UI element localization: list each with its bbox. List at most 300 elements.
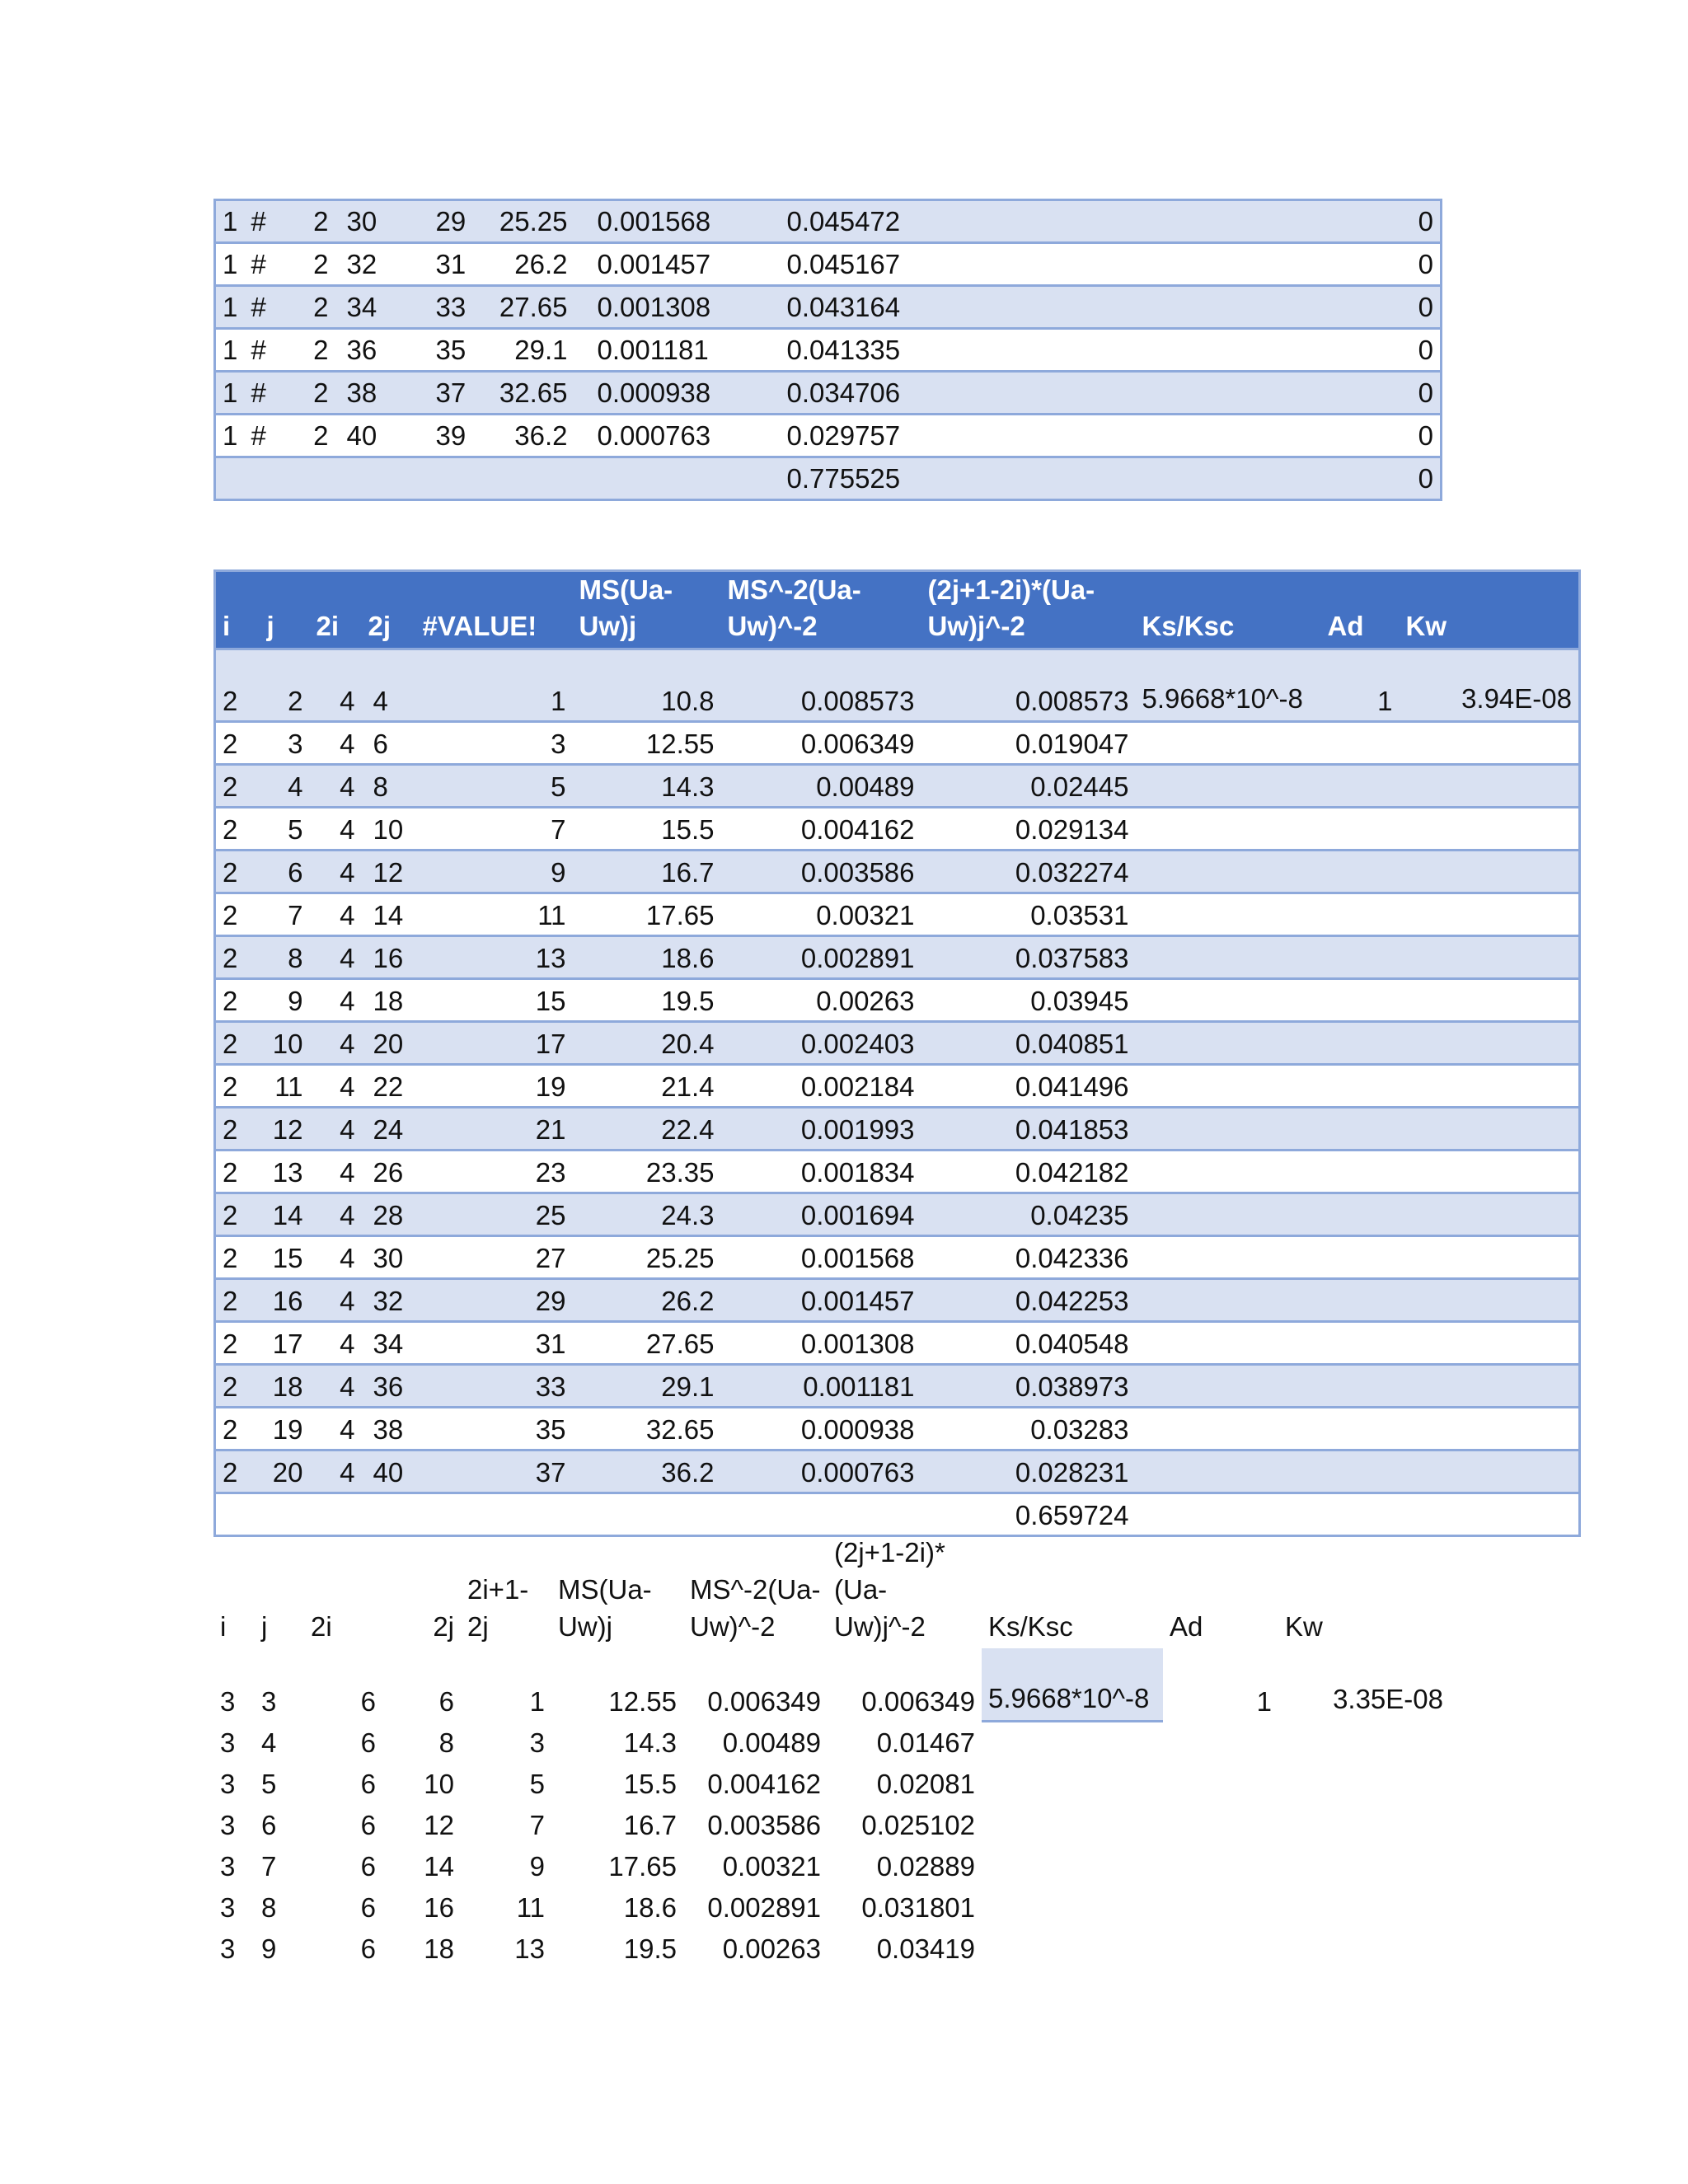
table-cell: 26 — [362, 1151, 416, 1193]
table-row — [213, 1762, 1450, 1803]
table-cell: 19 — [260, 1408, 310, 1451]
table-cell: 35 — [416, 1408, 573, 1451]
table-cell: 0 — [1193, 415, 1442, 457]
table-cell: 8 — [362, 765, 416, 808]
table-cell: 0.001308 — [574, 286, 781, 329]
table-cell: 0.03531 — [921, 893, 1136, 936]
table-cell: 0.00263 — [721, 979, 921, 1022]
empty-cell — [1163, 1844, 1278, 1886]
table-cell: 18 — [260, 1365, 310, 1408]
table-cell: 0.006349 — [861, 1686, 975, 1717]
empty-cell — [1400, 1451, 1580, 1493]
table-cell: 3 — [261, 1686, 277, 1717]
table-cell: 15.5 — [573, 808, 721, 851]
table-cell: 2 — [294, 243, 335, 286]
table-cell: 4 — [310, 979, 362, 1022]
table-row — [215, 1322, 1580, 1365]
table-cell: 0.002184 — [721, 1065, 921, 1108]
table-cell: 8 — [438, 1727, 454, 1758]
empty-cell — [1321, 1236, 1400, 1279]
table-cell: 0.029757 — [781, 415, 1193, 457]
empty-cell — [1321, 851, 1400, 893]
table-cell: 18.6 — [573, 936, 721, 979]
table-cell: 2 — [215, 936, 260, 979]
empty-cell — [1321, 1408, 1400, 1451]
table-cell: 2 — [215, 1279, 260, 1322]
total-row — [215, 1493, 1580, 1536]
table-cell: 34 — [335, 286, 410, 329]
empty-cell — [1321, 1108, 1400, 1151]
empty-cell — [215, 457, 245, 500]
table-row — [215, 1365, 1580, 1408]
table-cell: 15 — [260, 1236, 310, 1279]
empty-cell — [982, 1886, 1163, 1927]
total-row — [215, 457, 1442, 500]
table-cell: 16 — [362, 936, 416, 979]
table-cell: 0.000938 — [574, 372, 781, 415]
table-cell: 0.032274 — [921, 851, 1136, 893]
empty-cell — [1278, 1886, 1450, 1927]
table-row — [215, 893, 1580, 936]
table-cell: 4 — [310, 893, 362, 936]
table-cell: 0.006349 — [721, 722, 921, 765]
empty-cell — [1400, 765, 1580, 808]
table-cell: 4 — [310, 722, 362, 765]
table-cell: 28 — [362, 1193, 416, 1236]
empty-cell — [215, 1493, 260, 1536]
table-cell: 0.000763 — [721, 1451, 921, 1493]
table-cell: 19 — [416, 1065, 573, 1108]
table-cell: 6 — [260, 851, 310, 893]
column-header: i — [220, 1611, 227, 1642]
table-row — [215, 1022, 1580, 1065]
table-cell: 0.037583 — [921, 936, 1136, 979]
table-cell: 1 — [215, 200, 245, 243]
table-cell: 35 — [410, 329, 484, 372]
table-cell: 0.004162 — [721, 808, 921, 851]
table-cell: 2 — [215, 765, 260, 808]
table-cell: 0.00321 — [722, 1851, 821, 1882]
table-cell: 3 — [220, 1727, 236, 1758]
empty-cell — [1400, 1108, 1580, 1151]
table-cell: 0.02445 — [921, 765, 1136, 808]
table-cell: 0.031801 — [861, 1892, 975, 1923]
table-cell: 0.00489 — [722, 1727, 821, 1758]
table-cell: 29 — [410, 200, 484, 243]
empty-cell — [982, 1844, 1163, 1886]
ks-ksc-value: 5.9668*10^-8 — [982, 1648, 1163, 1721]
total-sum: 0.775525 — [781, 457, 1193, 500]
table-cell: 14 — [424, 1851, 454, 1882]
table-cell: 6 — [438, 1686, 454, 1717]
empty-cell — [1136, 1108, 1321, 1151]
table-cell: 0.041335 — [781, 329, 1193, 372]
table-cell: 4 — [310, 1408, 362, 1451]
table-cell: 3 — [529, 1727, 545, 1758]
table-cell: 10.8 — [573, 649, 721, 722]
table-cell: 0.001308 — [721, 1322, 921, 1365]
column-header: 2i — [311, 1611, 332, 1642]
table-cell: 29.1 — [484, 329, 574, 372]
table-row — [215, 1279, 1580, 1322]
empty-cell — [1321, 979, 1400, 1022]
table-cell: 1 — [215, 286, 245, 329]
table-cell: 4 — [260, 765, 310, 808]
table-cell: 0.001457 — [721, 1279, 921, 1322]
empty-cell — [1136, 893, 1321, 936]
table-cell: 3 — [220, 1769, 236, 1799]
table-cell: 0 — [1193, 372, 1442, 415]
table-cell: 0.028231 — [921, 1451, 1136, 1493]
empty-cell — [1400, 1151, 1580, 1193]
table-cell: 0.043164 — [781, 286, 1193, 329]
table-cell: 0 — [1193, 286, 1442, 329]
table-cell: 0.001834 — [721, 1151, 921, 1193]
table-cell: 13 — [416, 936, 573, 979]
table-cell: 0.03419 — [876, 1933, 975, 1964]
empty-cell — [1163, 1762, 1278, 1803]
column-header: 2j — [362, 571, 416, 649]
table-cell: 0.04235 — [921, 1193, 1136, 1236]
ks-ksc-value: 5.9668*10^-8 — [1136, 649, 1321, 722]
table-cell: 3 — [220, 1810, 236, 1840]
table-cell: 3 — [416, 722, 573, 765]
table-cell: 0.001457 — [574, 243, 781, 286]
table-cell: 3 — [220, 1892, 236, 1923]
table-cell: 2 — [215, 1193, 260, 1236]
table-cell: 23.35 — [573, 1151, 721, 1193]
table-cell: 19.5 — [623, 1933, 677, 1964]
empty-cell — [1136, 1279, 1321, 1322]
table-cell: 27 — [416, 1236, 573, 1279]
table-cell: 7 — [529, 1810, 545, 1840]
table-cell: 17.65 — [573, 893, 721, 936]
table-cell: 29 — [416, 1279, 573, 1322]
table-row — [215, 765, 1580, 808]
table-cell: 12 — [424, 1810, 454, 1840]
table-cell: # — [245, 415, 294, 457]
table-cell: 24.3 — [573, 1193, 721, 1236]
table-cell: 15 — [416, 979, 573, 1022]
table-row — [215, 1193, 1580, 1236]
table-cell: 2 — [215, 1365, 260, 1408]
table-cell: 0.040851 — [921, 1022, 1136, 1065]
table-cell: 0.045167 — [781, 243, 1193, 286]
empty-cell — [1400, 1236, 1580, 1279]
empty-cell — [1163, 1886, 1278, 1927]
table-cell: 36 — [335, 329, 410, 372]
empty-cell — [1136, 1493, 1321, 1536]
table-cell: 2 — [215, 1065, 260, 1108]
table-cell: 0.019047 — [921, 722, 1136, 765]
empty-cell — [1400, 1322, 1580, 1365]
empty-cell — [1400, 936, 1580, 979]
empty-cell — [260, 1493, 310, 1536]
table-cell: 4 — [310, 1022, 362, 1065]
table-cell: 0 — [1193, 200, 1442, 243]
empty-cell — [1163, 1927, 1278, 1968]
table-cell: 2 — [294, 200, 335, 243]
table-cell: 6 — [360, 1892, 376, 1923]
table-cell: 10 — [260, 1022, 310, 1065]
table-cell: 4 — [310, 851, 362, 893]
table-cell: 0.000938 — [721, 1408, 921, 1451]
table-cell: 2 — [294, 286, 335, 329]
empty-cell — [573, 1493, 721, 1536]
empty-cell — [1136, 1022, 1321, 1065]
total-last: 0 — [1193, 457, 1442, 500]
empty-cell — [1321, 808, 1400, 851]
empty-cell — [245, 457, 294, 500]
empty-cell — [1278, 1803, 1450, 1844]
table-cell: 4 — [310, 765, 362, 808]
table-cell: # — [245, 329, 294, 372]
table-cell: 4 — [310, 1108, 362, 1151]
table-cell: 0.038973 — [921, 1365, 1136, 1408]
empty-cell — [1400, 1022, 1580, 1065]
table-cell: 2 — [260, 649, 310, 722]
empty-cell — [1400, 893, 1580, 936]
table-cell: 2 — [215, 893, 260, 936]
empty-cell — [362, 1493, 416, 1536]
table-cell: 25.25 — [484, 200, 574, 243]
empty-cell — [1400, 1279, 1580, 1322]
table-cell: 4 — [310, 1065, 362, 1108]
table-cell: 29.1 — [573, 1365, 721, 1408]
table-row — [215, 1451, 1580, 1493]
table-cell: 3 — [220, 1851, 236, 1882]
empty-cell — [1400, 1065, 1580, 1108]
table-cell: 2 — [294, 415, 335, 457]
empty-cell — [982, 1762, 1163, 1803]
table-cell: 33 — [410, 286, 484, 329]
table-row — [215, 415, 1442, 457]
empty-cell — [484, 457, 574, 500]
table-cell: 17.65 — [608, 1851, 677, 1882]
column-header: 2i+1-2j — [467, 1574, 529, 1642]
table-cell: 2 — [294, 329, 335, 372]
ad-value: 1 — [1256, 1686, 1272, 1717]
table-cell: 2 — [215, 1408, 260, 1451]
table-cell: # — [245, 243, 294, 286]
table-cell: 6 — [360, 1686, 376, 1717]
column-header: (2j+1-2i)*(Ua-Uw)j^-2 — [834, 1537, 945, 1642]
table-cell: 12.55 — [573, 722, 721, 765]
table-cell: 0.006349 — [707, 1686, 821, 1717]
empty-cell — [1136, 1065, 1321, 1108]
ad-value: 1 — [1321, 649, 1400, 722]
table-cell: 4 — [261, 1727, 277, 1758]
table-cell: 0.045472 — [781, 200, 1193, 243]
column-header: MS(Ua-Uw)j — [558, 1574, 652, 1642]
empty-cell — [1400, 1365, 1580, 1408]
table-cell: 4 — [310, 1193, 362, 1236]
empty-cell — [1163, 1803, 1278, 1844]
empty-cell — [1136, 1236, 1321, 1279]
table-row — [215, 1151, 1580, 1193]
table-cell: 27.65 — [573, 1322, 721, 1365]
table-row — [215, 649, 1580, 722]
table-cell: 0.001181 — [574, 329, 781, 372]
table-cell: 0.003586 — [721, 851, 921, 893]
table-cell: 0 — [1193, 329, 1442, 372]
empty-cell — [1136, 1193, 1321, 1236]
table-cell: 20 — [260, 1451, 310, 1493]
empty-cell — [1278, 1844, 1450, 1886]
table-row — [213, 1844, 1450, 1886]
table-cell: 18 — [424, 1933, 454, 1964]
table-cell: 5 — [529, 1769, 545, 1799]
table-cell: 6 — [360, 1810, 376, 1840]
empty-cell — [1400, 851, 1580, 893]
empty-cell — [1321, 1493, 1400, 1536]
table-row — [213, 1927, 1450, 1968]
table-cell: 21 — [416, 1108, 573, 1151]
empty-cell — [1136, 1451, 1321, 1493]
table-cell: 0.042336 — [921, 1236, 1136, 1279]
table-cell: 0 — [1193, 243, 1442, 286]
table-cell: 6 — [360, 1769, 376, 1799]
empty-cell — [1278, 1762, 1450, 1803]
table-cell: 40 — [362, 1451, 416, 1493]
table-cell: 0.00489 — [721, 765, 921, 808]
empty-cell — [1136, 979, 1321, 1022]
table-cell: 39 — [410, 415, 484, 457]
table-row — [213, 1886, 1450, 1927]
empty-cell — [1321, 936, 1400, 979]
results-table-continued — [213, 199, 1442, 501]
table-cell: 11 — [516, 1892, 545, 1923]
table-row — [215, 979, 1580, 1022]
table-cell: 23 — [416, 1151, 573, 1193]
table-cell: 0.01467 — [876, 1727, 975, 1758]
table-cell: 0.042253 — [921, 1279, 1136, 1322]
table-cell: 16 — [424, 1892, 454, 1923]
table-cell: 16 — [260, 1279, 310, 1322]
empty-cell — [416, 1493, 573, 1536]
table-cell: 2 — [215, 722, 260, 765]
table-cell: 0.001568 — [721, 1236, 921, 1279]
table-cell: # — [245, 200, 294, 243]
table-cell: 12 — [260, 1108, 310, 1151]
table-cell: 0.025102 — [861, 1810, 975, 1840]
empty-cell — [1321, 1151, 1400, 1193]
table-cell: 33 — [416, 1365, 573, 1408]
empty-cell — [1321, 1322, 1400, 1365]
empty-cell — [1321, 1279, 1400, 1322]
table-cell: 14 — [260, 1193, 310, 1236]
table-cell: 5 — [261, 1769, 277, 1799]
table-cell: 9 — [416, 851, 573, 893]
kw-value: 3.94E-08 — [1400, 649, 1580, 722]
table-cell: 0.001181 — [721, 1365, 921, 1408]
table-cell: 25.25 — [573, 1236, 721, 1279]
table-cell: 37 — [410, 372, 484, 415]
empty-cell — [1400, 808, 1580, 851]
empty-cell — [1278, 1927, 1450, 1968]
empty-cell — [1321, 893, 1400, 936]
table-row — [215, 1408, 1580, 1451]
table-cell: 6 — [362, 722, 416, 765]
table-cell: 14 — [362, 893, 416, 936]
empty-cell — [335, 457, 410, 500]
empty-cell — [1136, 1151, 1321, 1193]
table-cell: 1 — [215, 415, 245, 457]
table-cell: 36 — [362, 1365, 416, 1408]
empty-cell — [1136, 722, 1321, 765]
table-cell: # — [245, 372, 294, 415]
table-cell: 0.03283 — [921, 1408, 1136, 1451]
table-cell: 17 — [260, 1322, 310, 1365]
column-header: Ks/Ksc — [1136, 571, 1321, 649]
table-row — [213, 1803, 1450, 1844]
table-cell: 20 — [362, 1022, 416, 1065]
column-header: Ks/Ksc — [988, 1611, 1073, 1642]
table-cell: 2 — [215, 979, 260, 1022]
table-cell: 1 — [215, 329, 245, 372]
table-cell: 0.00263 — [722, 1933, 821, 1964]
table-cell: 2 — [215, 1236, 260, 1279]
table-cell: 22.4 — [573, 1108, 721, 1151]
results-table-i3 — [213, 1533, 1450, 1968]
table-cell: 6 — [360, 1933, 376, 1964]
table-cell: # — [245, 286, 294, 329]
table-cell: 10 — [424, 1769, 454, 1799]
table-cell: 7 — [260, 893, 310, 936]
table-cell: 36.2 — [573, 1451, 721, 1493]
table-cell: 2 — [215, 851, 260, 893]
table-row — [215, 1065, 1580, 1108]
table-cell: 2 — [215, 649, 260, 722]
column-header: j — [261, 1611, 268, 1642]
empty-cell — [1400, 1408, 1580, 1451]
empty-cell — [1321, 1365, 1400, 1408]
table-cell: 3 — [220, 1686, 236, 1717]
empty-cell — [982, 1927, 1163, 1968]
empty-cell — [294, 457, 335, 500]
table-cell: 4 — [310, 936, 362, 979]
empty-cell — [1278, 1721, 1450, 1762]
empty-cell — [1136, 851, 1321, 893]
table-cell: 14.3 — [623, 1727, 677, 1758]
column-header: Kw — [1400, 571, 1580, 649]
table-cell: 8 — [261, 1892, 277, 1923]
table-cell: 27.65 — [484, 286, 574, 329]
table-cell: 4 — [310, 1236, 362, 1279]
column-header: Ad — [1321, 571, 1400, 649]
table-cell: 0.004162 — [707, 1769, 821, 1799]
table-cell: 22 — [362, 1065, 416, 1108]
table-cell: 18 — [362, 979, 416, 1022]
table-cell: 4 — [362, 649, 416, 722]
column-header: (2j+1-2i)*(Ua-Uw)j^-2 — [921, 571, 1136, 649]
table-cell: 5 — [260, 808, 310, 851]
table-cell: 26.2 — [484, 243, 574, 286]
table-cell: 0.001993 — [721, 1108, 921, 1151]
table-row — [213, 1721, 1450, 1762]
table-cell: 38 — [335, 372, 410, 415]
table-cell: 4 — [310, 649, 362, 722]
table-cell: 6 — [360, 1851, 376, 1882]
table-cell: 6 — [360, 1727, 376, 1758]
table-cell: 0.00321 — [721, 893, 921, 936]
column-header: 2i — [310, 571, 362, 649]
table-cell: 1 — [215, 372, 245, 415]
table-cell: 0.03945 — [921, 979, 1136, 1022]
table-cell: 37 — [416, 1451, 573, 1493]
empty-cell — [1400, 1193, 1580, 1236]
table-cell: 0.02889 — [876, 1851, 975, 1882]
